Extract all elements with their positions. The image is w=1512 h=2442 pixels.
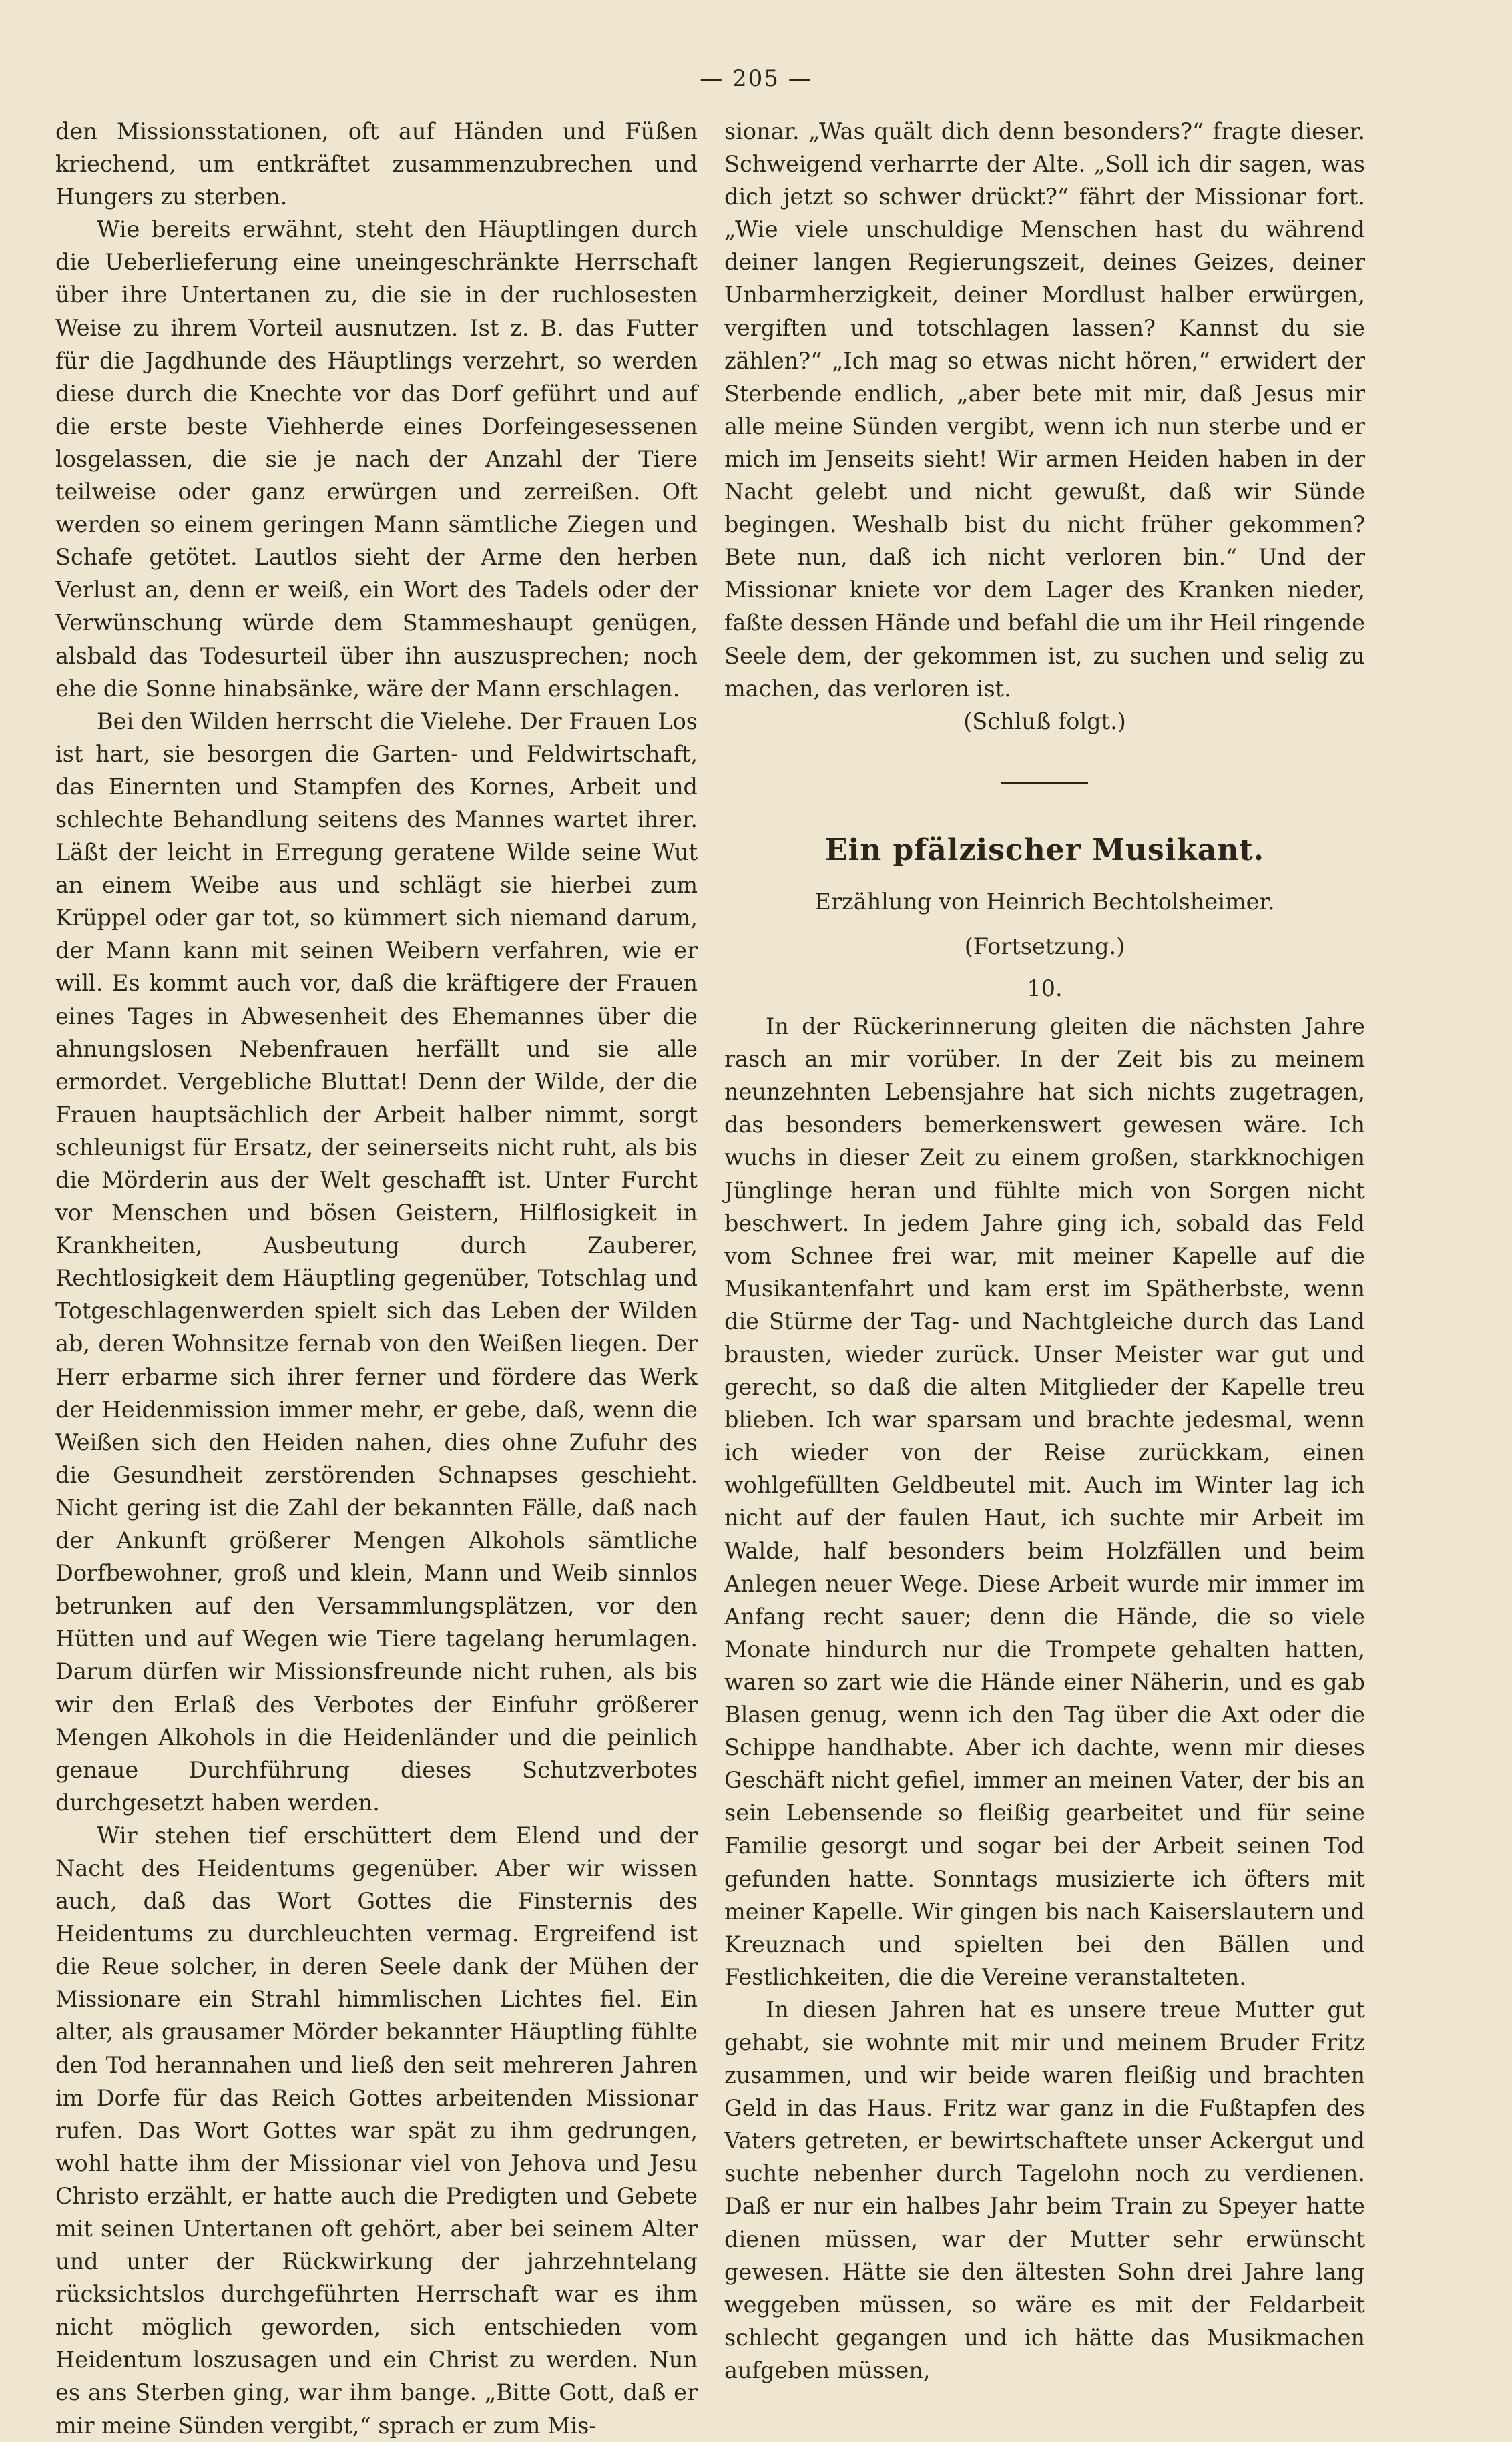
story-byline: Erzählung von Heinrich Bechtolsheimer.: [814, 888, 1275, 915]
section-divider: [1001, 782, 1088, 784]
story-title: Ein pfälzischer Musikant.: [824, 832, 1265, 867]
paragraph: In der Rückerinnerung gleiten die nächsten Jahre rasch an mir vorüber. In der Zeit bis zu meinem neunzehnten Lebensjahre hat sich nichts zugetragen, das besonders bemerkenswert gewesen wäre. Ich wuchs in dieser Zeit zu einem großen, starkknochigen Jünglinge heran und fühlte mich von Sorgen nicht beschwert. In jedem Jahre ging ich, sobald das Feld vom Schnee frei war, mit meiner Kapelle auf die Musikantenfahrt und kam erst im Spätherbste, wenn die Stürme der Tag- und Nachtgleiche durch das Land brausten, wieder zurück. Unser Meister war gut und gerecht, so daß die alten Mitglieder der Kapelle treu blieben. Ich war sparsam und brachte jedesmal, wenn ich wieder von der Reise zurückkam, einen wohlgefüllten Geldbeutel mit. Auch im Winter lag ich nicht auf der faulen Haut, ich suchte mir Arbeit im Walde, half besonders beim Holzfällen und beim Anlegen neuer Wege. Diese Arbeit wurde mir immer im Anfang recht sauer; denn die Hände, die so viele Monate hindurch nur die Trompete gehalten hatten, waren so zart wie die Hände einer Näherin, und es gab Blasen genug, wenn ich den Tag über die Axt oder die Schippe handhabte. Aber ich dachte, wenn mir dieses Geschäft nicht gefiel, immer an meinen Vater, der bis an sein Lebensende so fleißig gearbeitet und für seine Familie gesorgt und sogar bei der Arbeit seinen Tod gefunden hatte. Sonntags musizierte ich öfters mit meiner Kapelle. Wir gingen bis nach Kaiserslautern und Kreuznach und spielten bei den Bällen und Festlichkeiten, die die Vereine veranstalteten.: [724, 1013, 1365, 1990]
paragraph: Wir stehen tief erschüttert dem Elend und der Nacht des Heidentums gegenüber. Aber wir wissen auch, daß das Wort Gottes die Finsternis des Heidentums zu durchleuchten vermag. Ergreifend ist die Reue solcher, in deren Seele dank der Mühen der Missionare ein Strahl himmlischen Lichtes fiel. Ein alter, als grausamer Mörder bekannter Häuptling fühlte den Tod herannahen und ließ den seit mehreren Jahren im Dorfe für das Reich Gottes arbeitenden Missionar rufen. Das Wort Gottes war spät zu ihm gedrungen, wohl hatte ihm der Missionar viel von Jehova und Jesu Christo erzählt, er hatte auch die Predigten und Gebete mit seinen Untertanen oft gehört, aber bei seinem Alter und unter der Rückwirkung der jahrzehntelang rücksichtslos durchgeführten Herrschaft war es ihm nicht möglich geworden, sich entschieden vom Heidentum loszusagen und ein Christ zu werden. Nun es ans Sterben ging, war ihm bange. „Bitte Gott, daß er mir meine Sünden vergibt,“ sprach er zum Mis-: [55, 1822, 698, 2439]
left-column: [55, 115, 698, 2442]
story-continuation: (Fortsetzung.): [964, 933, 1125, 959]
paragraph: Bei den Wilden herrscht die Vielehe. Der Frauen Los ist hart, sie besorgen die Garten- und Feldwirtschaft, das Einernten und Stampfen des Kornes, Arbeit und schlechte Behandlung seitens des Mannes wartet ihrer. Läßt der leicht in Erregung geratene Wilde seine Wut an einem Weibe aus und schlägt sie hierbei zum Krüppel oder gar tot, so kümmert sich niemand darum, der Mann kann mit seinen Weibern verfahren, wie er will. Es kommt auch vor, daß die kräftigere der Frauen eines Tages in Abwesenheit des Ehemannes über die ahnungslosen Nebenfrauen herfällt und sie alle ermordet. Vergebliche Bluttat! Denn der Wilde, der die Frauen hauptsächlich der Arbeit halber nimmt, sorgt schleunigst für Ersatz, der seinerseits nicht ruht, als bis die Mörderin aus der Welt geschafft ist. Unter Furcht vor Menschen und bösen Geistern, Hilflosigkeit in Krankheiten, Ausbeutung durch Zauberer, Rechtlosigkeit dem Häuptling gegenüber, Totschlag und Totgeschlagenwerden spielt sich das Leben der Wilden ab, deren Wohnsitze fernab von den Weißen liegen. Der Herr erbarme sich ihrer ferner und fördere das Werk der Heidenmission immer mehr, er gebe, daß, wenn die Weißen sich den Heiden nahen, dies ohne Zufuhr des die Gesundheit zerstörenden Schnapses geschieht. Nicht gering ist die Zahl der bekannten Fälle, daß nach der Ankunft größerer Mengen Alkohols sämtliche Dorfbewohner, groß und klein, Mann und Weib sinnlos betrunken auf den Versammlungsplätzen, vor den Hütten und auf Wegen wie Tiere tagelang herumlagen. Darum dürfen wir Missionsfreunde nicht ruhen, als bis wir den Erlaß des Verbotes der Einfuhr größerer Mengen Alkohols in die Heidenländer und die peinlich genaue Durchführung dieses Schutzverbotes durchgesetzt haben werden.: [55, 708, 698, 1816]
paragraph: den Missionsstationen, oft auf Händen und Füßen kriechend, um entkräftet zusammenzubrechen und Hungers zu sterben.: [55, 118, 698, 210]
right-column: [724, 115, 1365, 2387]
paragraph: Wie bereits erwähnt, steht den Häuptlingen durch die Ueberlieferung eine uneingeschränkte Herrschaft über ihre Untertanen zu, die sie in der ruchlosesten Weise zu ihrem Vorteil ausnutzen. Ist z. B. das Futter für die Jagdhunde des Häuptlings verzehrt, so werden diese durch die Knechte vor das Dorf geführt und auf die erste beste Viehherde eines Dorfeingesessenen losgelassen, die sie je nach der Anzahl der Tiere teilweise oder ganz erwürgen und zerreißen. Oft werden so einem geringen Mann sämtliche Ziegen und Schafe getötet. Lautlos sieht der Arme den herben Verlust an, denn er weiß, ein Wort des Tadels oder der Verwünschung würde dem Stammeshaupt genügen, alsbald das Todesurteil über ihn auszusprechen; noch ehe die Sonne hinabsänke, wäre der Mann erschlagen.: [55, 216, 698, 702]
page-number: — 205 —: [700, 65, 812, 92]
paragraph: In diesen Jahren hat es unsere treue Mutter gut gehabt, sie wohnte mit mir und meinem Bruder Fritz zusammen, und wir beide waren fleißig und brachten Geld in das Haus. Fritz war ganz in die Fußtapfen des Vaters getreten, er bewirtschaftete unser Ackergut und suchte nebenher durch Tagelohn noch zu verdienen. Daß er nur ein halbes Jahr beim Train zu Speyer hatte dienen müssen, war der Mutter sehr erwünscht gewesen. Hätte sie den ältesten Sohn drei Jahre lang weggeben müssen, so wäre es mit der Feldarbeit schlecht gegangen und ich hätte das Musikmachen aufgeben müssen,: [724, 1996, 1365, 2383]
continued-note: (Schluß folgt.): [963, 708, 1126, 734]
paragraph: sionar. „Was quält dich denn besonders?“ fragte dieser. Schweigend verharrte der Alte. „Soll ich dir sagen, was dich jetzt so schwer drückt?“ fährt der Missionar fort. „Wie viele unschuldige Menschen hast du während deiner langen Regierungszeit, deines Geizes, deiner Unbarmherzigkeit, deiner Mordlust halber erwürgen, vergiften und totschlagen lassen? Kannst du sie zählen?“ „Ich mag so etwas nicht hören,“ erwidert der Sterbende endlich, „aber bete mit mir, daß Jesus mir alle meine Sünden vergibt, wenn ich nun sterbe und er mich im Jenseits sieht! Wir armen Heiden haben in der Nacht gelebt und nicht gewußt, daß wir Sünde begingen. Weshalb bist du nicht früher gekommen? Bete nun, daß ich nicht verloren bin.“ Und der Missionar kniete vor dem Lager des Kranken nieder, faßte dessen Hände und befahl die um ihr Heil ringende Seele dem, der gekommen ist, zu suchen und selig zu machen, das verloren ist.: [724, 118, 1366, 702]
chapter-number: 10.: [1027, 975, 1063, 1001]
